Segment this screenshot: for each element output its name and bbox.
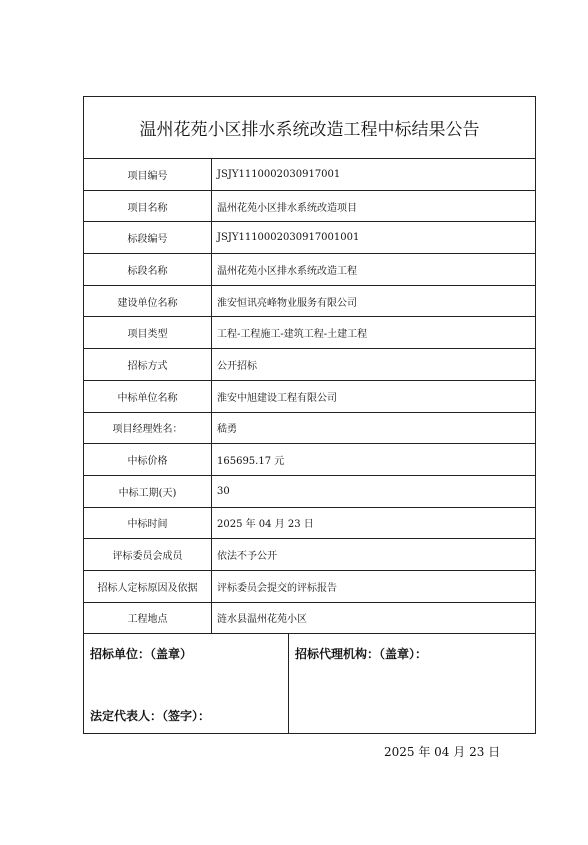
field-value: JSJY1110002030917001 xyxy=(217,168,341,180)
field-label: 标段名称 xyxy=(84,254,212,285)
field-row-winning-price xyxy=(84,444,535,476)
field-value: 2025 年 04 月 23 日 xyxy=(217,519,314,531)
field-value: 评标委员会提交的评标报告 xyxy=(217,582,337,594)
field-label: 项目名称 xyxy=(84,191,212,222)
legal-rep-signature-label: 法定代表人：（签字）： xyxy=(90,709,211,724)
field-value: JSJY1110002030917001001 xyxy=(217,232,360,244)
field-row-committee xyxy=(84,539,535,571)
field-label: 中标时间 xyxy=(84,508,212,539)
field-label: 招标人定标原因及依据 xyxy=(84,571,212,602)
field-row-award-date xyxy=(84,508,535,540)
field-row-section-name xyxy=(84,254,535,286)
field-row-owner xyxy=(84,286,535,318)
field-label: 中标单位名称 xyxy=(84,381,212,412)
field-label: 中标工期(天) xyxy=(84,476,212,507)
field-value: 依法不予公开 xyxy=(217,551,277,563)
field-row-project-manager xyxy=(84,413,535,445)
field-label: 项目经理姓名： xyxy=(84,413,212,444)
document-title: 温州花苑小区排水系统改造工程中标结果公告 xyxy=(84,97,535,159)
field-label: 标段编号 xyxy=(84,222,212,253)
field-value: 涟水县温州花苑小区 xyxy=(217,614,307,626)
field-value: 温州花苑小区排水系统改造项目 xyxy=(217,202,357,214)
field-row-bid-method xyxy=(84,349,535,381)
field-value: 165695.17 元 xyxy=(217,456,285,468)
field-value: 嵇勇 xyxy=(217,424,237,436)
field-row-project-name xyxy=(84,191,535,223)
tenderer-seal-label: 招标单位：（盖章） xyxy=(90,647,193,662)
field-value: 30 xyxy=(217,485,230,497)
agency-seal-label: 招标代理机构：（盖章）： xyxy=(295,647,428,662)
field-label: 项目编号 xyxy=(84,159,212,190)
field-label: 评标委员会成员 xyxy=(84,539,212,570)
field-value: 淮安中旭建设工程有限公司 xyxy=(217,392,337,404)
tenderer-signature-cell xyxy=(84,634,289,733)
field-value: 淮安恒讯亮峰物业服务有限公司 xyxy=(217,297,357,309)
field-label: 建设单位名称 xyxy=(84,286,212,317)
field-row-location xyxy=(84,603,535,635)
document-date: 2025 年 04 月 23 日 xyxy=(384,745,501,759)
field-label: 中标价格 xyxy=(84,444,212,475)
signature-area xyxy=(84,634,535,733)
field-value: 温州花苑小区排水系统改造工程 xyxy=(217,265,357,277)
field-row-winning-company xyxy=(84,381,535,413)
field-row-section-number xyxy=(84,222,535,254)
field-row-project-type xyxy=(84,317,535,349)
field-label: 工程地点 xyxy=(84,603,212,634)
field-row-project-number xyxy=(84,159,535,191)
field-row-award-basis xyxy=(84,571,535,603)
field-row-duration xyxy=(84,476,535,508)
field-value: 工程-工程施工-建筑工程-土建工程 xyxy=(217,329,368,341)
field-value: 公开招标 xyxy=(217,360,257,372)
field-label: 招标方式 xyxy=(84,349,212,380)
field-label: 项目类型 xyxy=(84,317,212,348)
announcement-table xyxy=(83,96,536,734)
agency-signature-cell xyxy=(289,634,535,733)
